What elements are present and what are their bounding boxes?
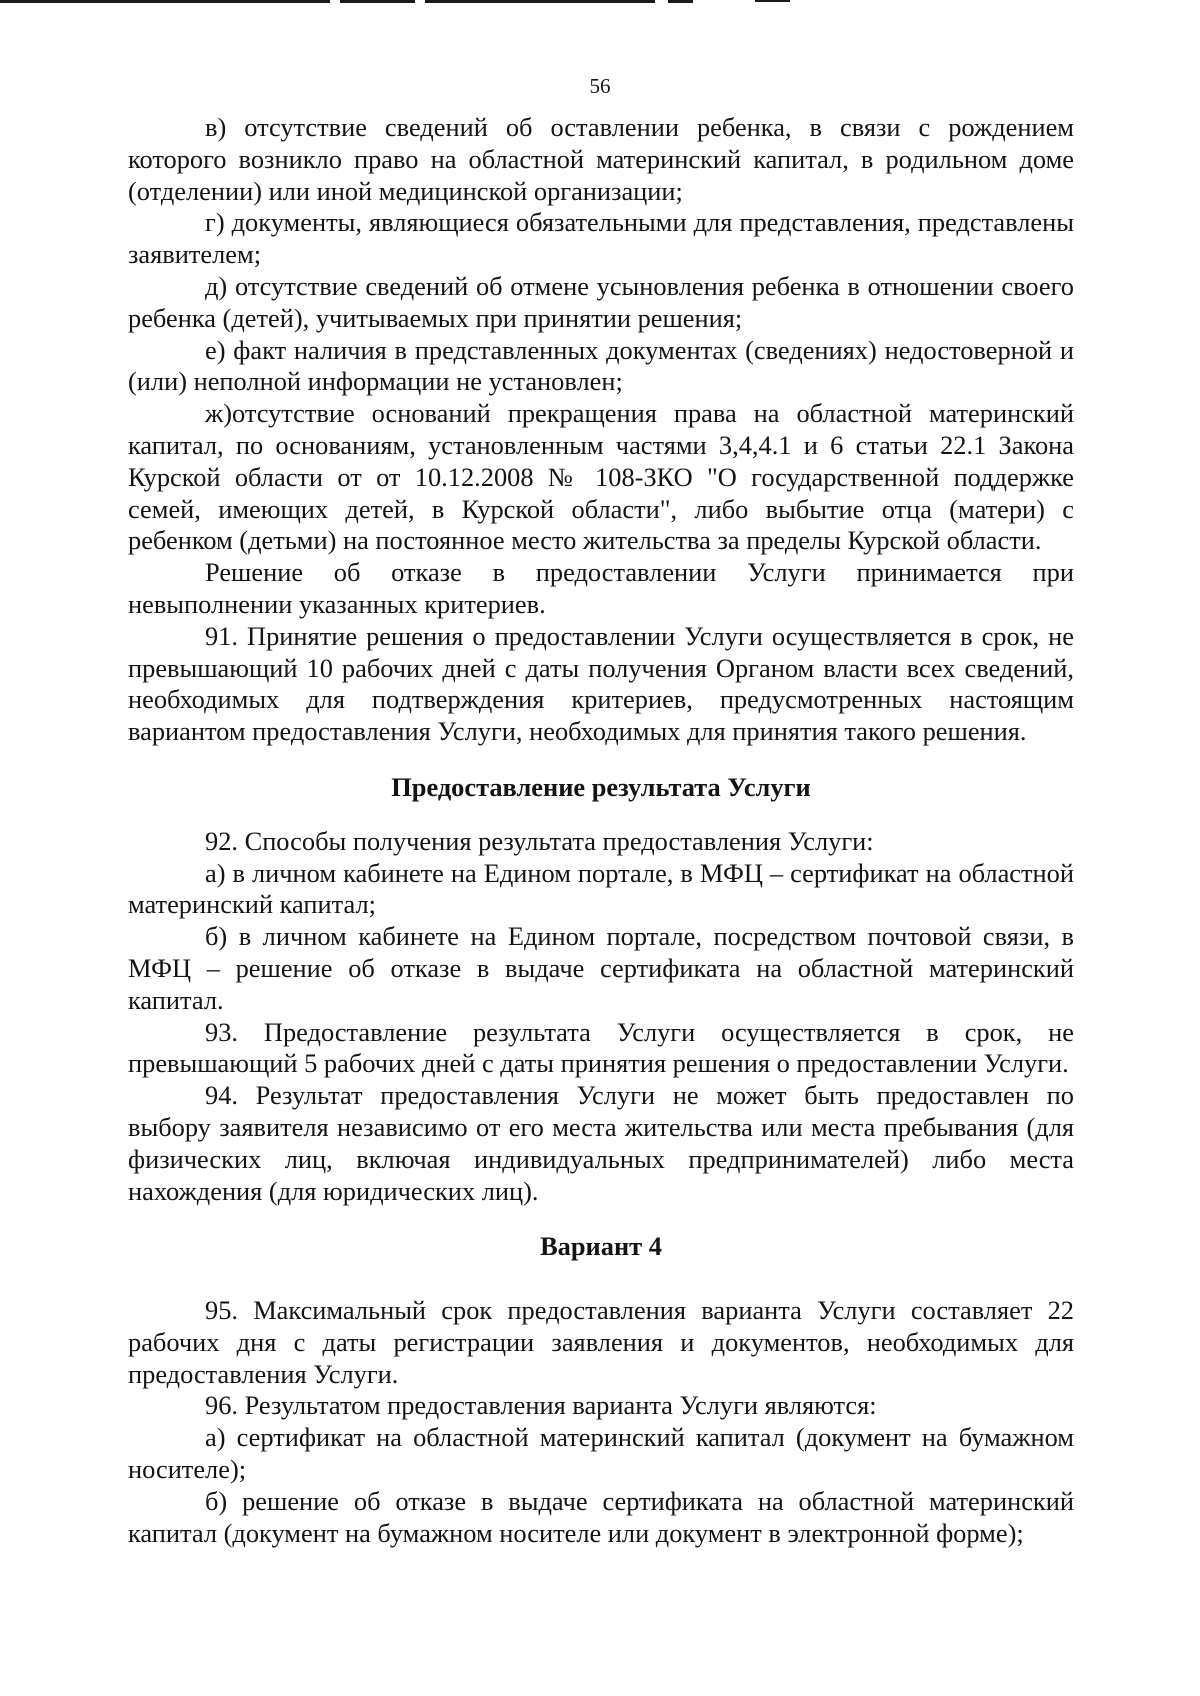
paragraph: 96. Результатом предоставления варианта Услуги являются: (205, 1390, 877, 1421)
paragraph: в) отсутствие сведений об оставлении ребенка, в связи с рождением которого возникло право на областной материнский капитал, в родильном доме (отделении) или иной медицинской организации; (128, 112, 1074, 206)
paragraph: а) в личном кабинете на Едином портале, в МФЦ – сертификат на областной материнский капитал; (128, 857, 1074, 920)
scan-edge-line (340, 0, 415, 3)
page-number: 56 (589, 74, 611, 98)
scan-edge-line (755, 0, 790, 2)
paragraph: б) в личном кабинете на Едином портале, посредством почтовой связи, в МФЦ – решение об отказе в выдаче сертификата на областной материнский капитал. (128, 921, 1074, 1015)
paragraph: 91. Принятие решения о предоставлении Услуги осуществляется в срок, не превышающий 10 рабочих дней с даты получения Органом власти всех сведений, необходимых для подтверждения критериев, предусмотренных настоящим вариантом предоставления Услуги, необходимых для принятия такого решения. (128, 620, 1074, 747)
scan-edge-line (425, 0, 655, 3)
paragraph: г) документы, являющиеся обязательными для представления, представлены заявителем; (128, 207, 1074, 270)
scan-edge-line (668, 0, 693, 3)
paragraph: а) сертификат на областной материнский капитал (документ на бумажном носителе); (128, 1422, 1074, 1485)
paragraph: б) решение об отказе в выдаче сертификата на областной материнский капитал (документ на бумажном носителе или документ в электронной форме); (128, 1485, 1074, 1548)
paragraph: 93. Предоставление результата Услуги осуществляется в срок, не превышающий 5 рабочих дней с даты принятия решения о предоставлении Услуги. (128, 1016, 1074, 1079)
paragraph: 95. Максимальный срок предоставления варианта Услуги составляет 22 рабочих дня с даты регистрации заявления и документов, необходимых для предоставления Услуги. (128, 1295, 1074, 1389)
paragraph: е) факт наличия в представленных документах (сведениях) недостоверной и (или) неполной информации не установлен; (128, 334, 1074, 397)
paragraph: 92. Способы получения результата предоставления Услуги: (205, 825, 874, 856)
paragraph: д) отсутствие сведений об отмене усыновления ребенка в отношении своего ребенка (детей), учитываемых при принятии решения; (128, 270, 1074, 333)
paragraph: 94. Результат предоставления Услуги не может быть предоставлен по выбору заявителя независимо от его места жительства или места пребывания (для физических лиц, включая индивидуальных предпринимателей) либо места нахождения (для юридических лиц). (128, 1080, 1074, 1206)
section-heading: Вариант 4 (540, 1231, 662, 1262)
paragraph: ж)отсутствие оснований прекращения права на областной материнский капитал, по основаниям, установленным частями 3,4,4.1 и 6 статьи 22.1 Закона Курской области от от 10.12.2008 № 108-ЗКО "О государственной поддержке семей, имеющих детей, в Курской области", либо выбытие отца (матери) с ребенком (детьми) на постоянное место жительства за пределы Курской области. (128, 398, 1074, 556)
scan-edge-line (0, 0, 330, 3)
section-heading: Предоставление результата Услуги (391, 771, 811, 802)
paragraph: Решение об отказе в предоставлении Услуги принимается при невыполнении указанных критериев. (128, 557, 1074, 619)
document-body (128, 112, 1074, 1549)
